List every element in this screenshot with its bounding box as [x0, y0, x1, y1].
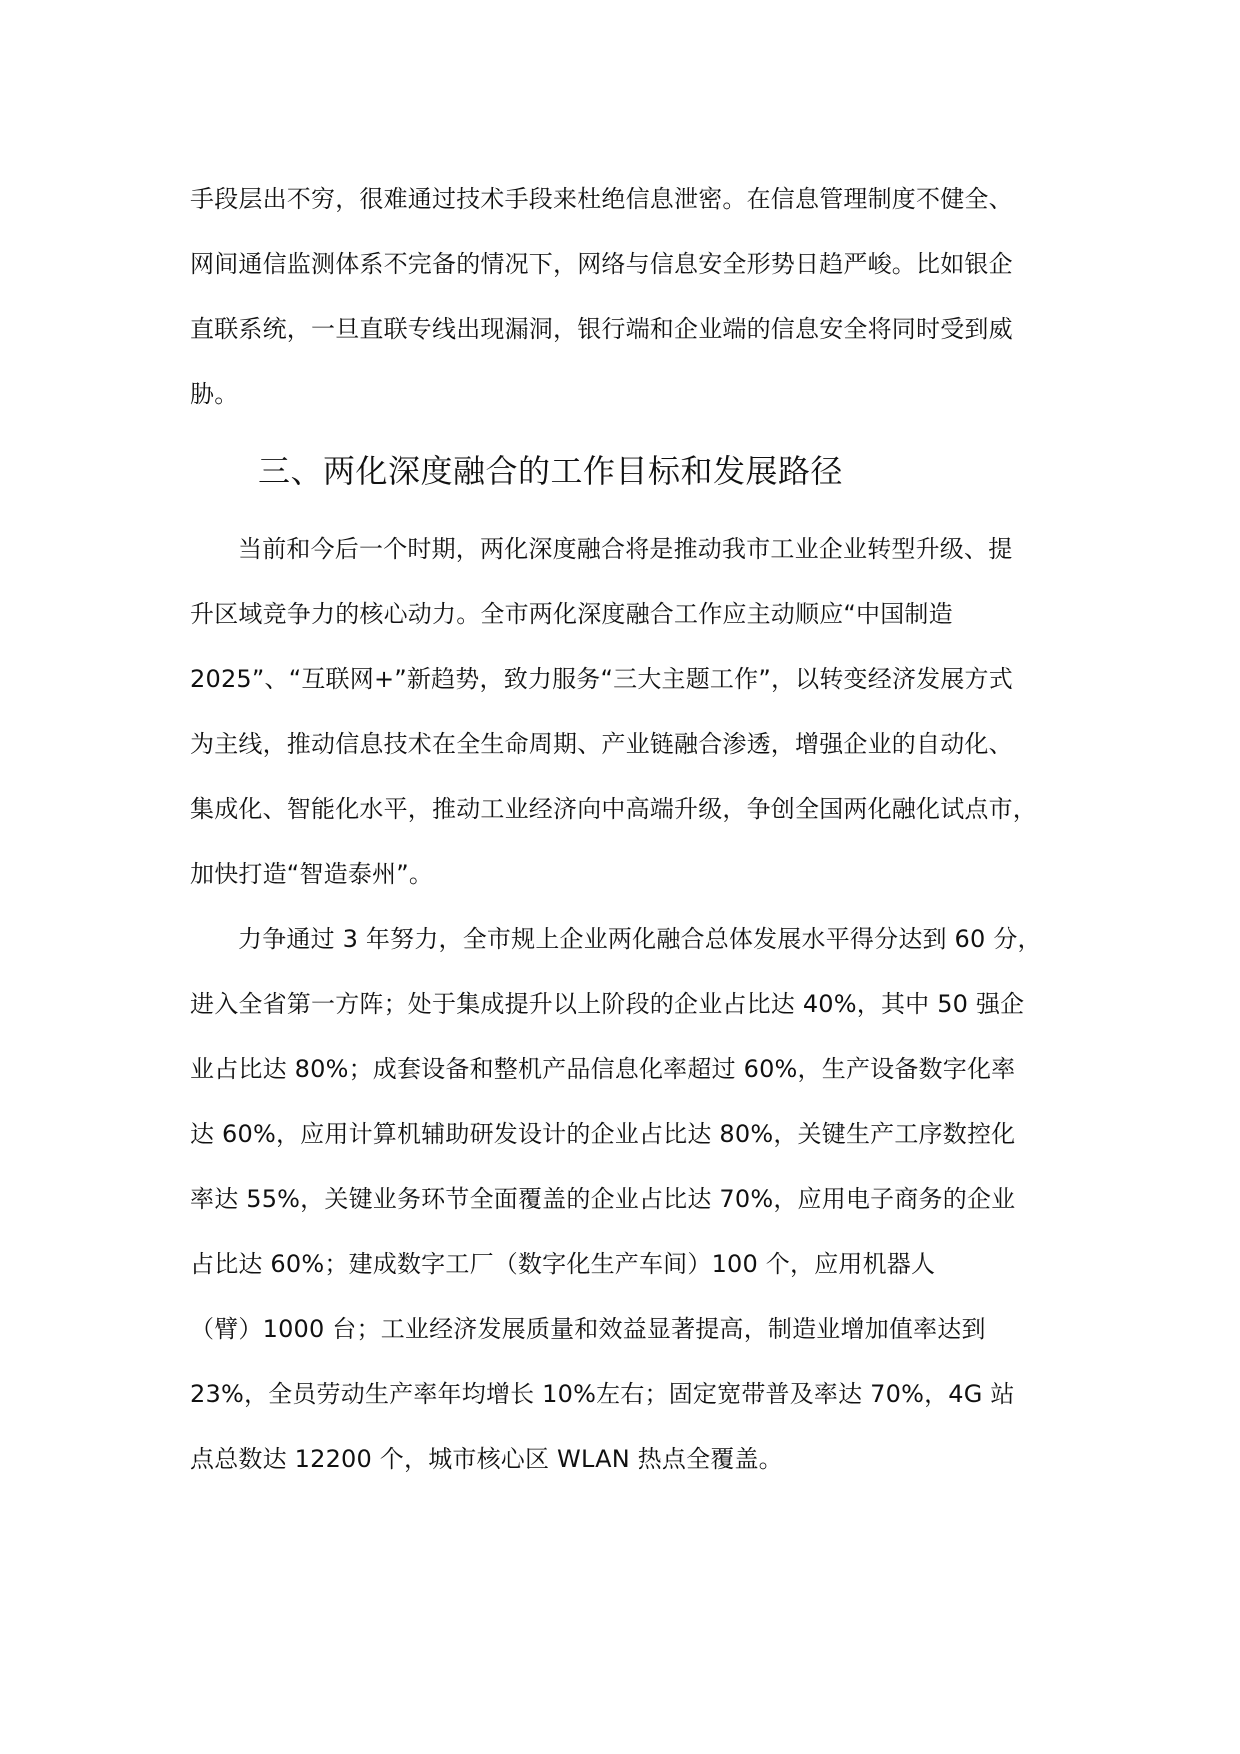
text-line: 力争通过 3 年努力，全市规上企业两化融合总体发展水平得分达到 60 分，	[238, 925, 1042, 953]
text-line: 手段层出不穷，很难通过技术手段来杜绝信息泄密。在信息管理制度不健全、	[190, 185, 1013, 213]
text-line: 达 60%，应用计算机辅助研发设计的企业占比达 80%，关键生产工序数控化	[190, 1120, 1016, 1148]
text-line: 率达 55%，关键业务环节全面覆盖的企业占比达 70%，应用电子商务的企业	[190, 1185, 1016, 1213]
text-line: 23%，全员劳动生产率年均增长 10%左右；固定宽带普及率达 70%，4G 站	[190, 1380, 1015, 1408]
text-line: 占比达 60%；建成数字工厂（数字化生产车间）100 个，应用机器人	[190, 1250, 936, 1278]
text-line: 业占比达 80%；成套设备和整机产品信息化率超过 60%，生产设备数字化率	[190, 1055, 1016, 1083]
text-line: 当前和今后一个时期，两化深度融合将是推动我市工业企业转型升级、提	[238, 535, 1013, 563]
text-line: 进入全省第一方阵；处于集成提升以上阶段的企业占比达 40%，其中 50 强企	[190, 990, 1025, 1018]
text-line: 点总数达 12200 个，城市核心区 WLAN 热点全覆盖。	[190, 1445, 783, 1473]
text-line: 胁。	[190, 380, 239, 408]
text-line: （臂）1000 台；工业经济发展质量和效益显著提高，制造业增加值率达到	[190, 1315, 986, 1343]
text-line: 集成化、智能化水平，推动工业经济向中高端升级，争创全国两化融化试点市，	[190, 795, 1037, 823]
text-line: 升区域竞争力的核心动力。全市两化深度融合工作应主动顺应“中国制造	[190, 600, 953, 628]
text-line: 直联系统，一旦直联专线出现漏洞，银行端和企业端的信息安全将同时受到威	[190, 315, 1013, 343]
text-line: 网间通信监测体系不完备的情况下，网络与信息安全形势日趋严峻。比如银企	[190, 250, 1013, 278]
text-line: 2025”、“互联网+”新趋势，致力服务“三大主题工作”，以转变经济发展方式	[190, 665, 1013, 693]
section-heading: 三、两化深度融合的工作目标和发展路径	[258, 452, 844, 490]
text-line: 为主线，推动信息技术在全生命周期、产业链融合渗透，增强企业的自动化、	[190, 730, 1013, 758]
text-line: 加快打造“智造泰州”。	[190, 860, 434, 888]
